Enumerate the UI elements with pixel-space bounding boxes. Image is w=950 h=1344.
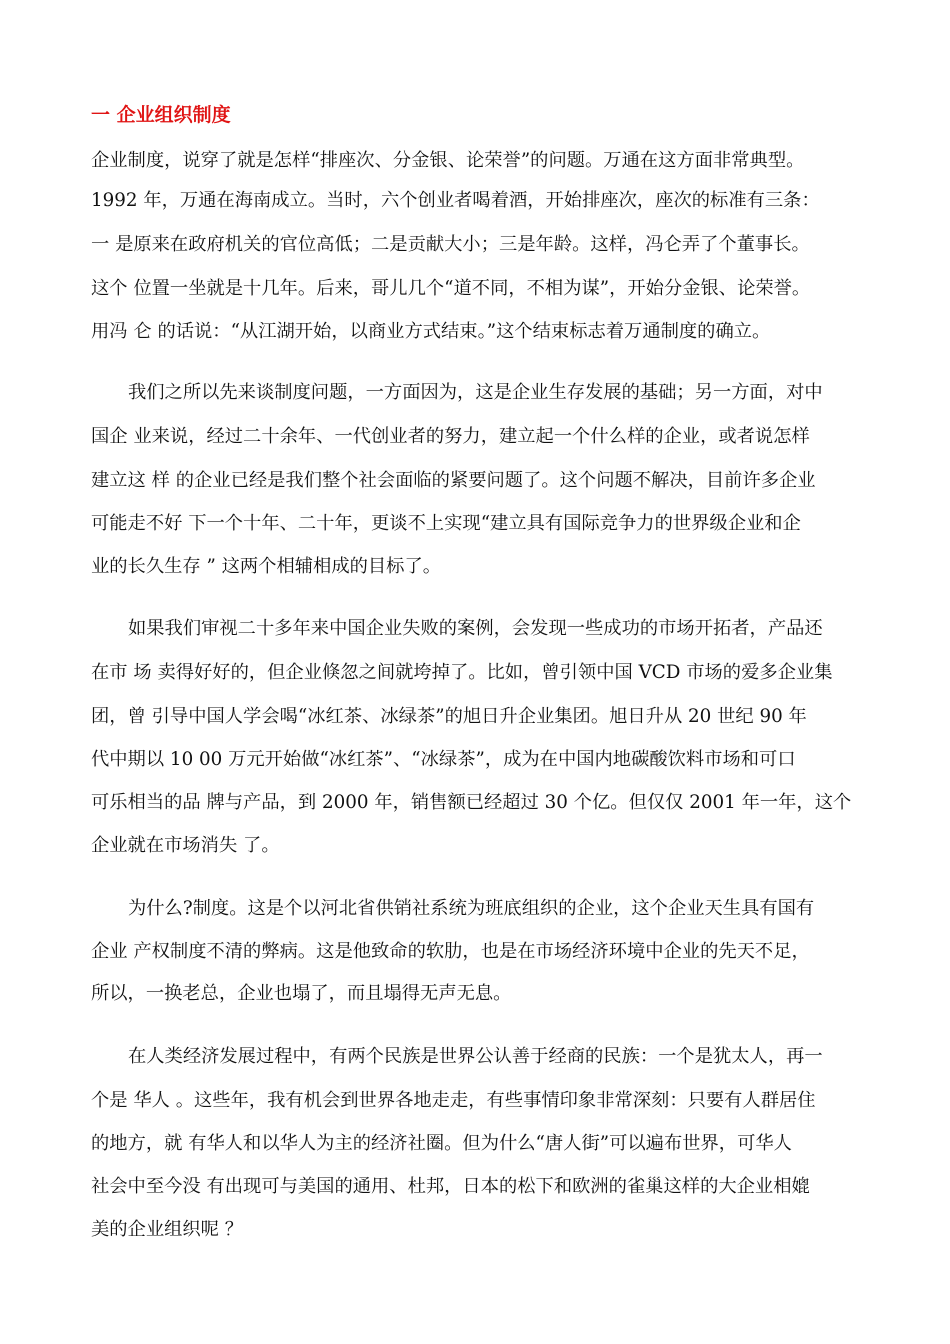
paragraph-2-line-4: 可能走不好 下一个十年、二十年，更谈不上实现“建立具有国际竞争力的世界级企业和企: [91, 513, 801, 534]
paragraph-1-line-1: 企业制度，说穿了就是怎样“排座次、分金银、论荣誉”的问题。万通在这方面非常典型。: [91, 150, 805, 171]
paragraph-5-line-4: 社会中至今没 有出现可与美国的通用、杜邦，日本的松下和欧洲的雀巢这样的大企业相媲: [91, 1176, 810, 1197]
paragraph-3-line-1: 如果我们审视二十多年来中国企业失败的案例，会发现一些成功的市场开拓者，产品还: [128, 618, 823, 639]
paragraph-2-line-1: 我们之所以先来谈制度问题，一方面因为，这是企业生存发展的基础；另一方面，对中: [128, 382, 823, 403]
paragraph-5-line-1: 在人类经济发展过程中，有两个民族是世界公认善于经商的民族：一个是犹太人，再一: [128, 1046, 823, 1067]
paragraph-4-line-2: 企业 产权制度不清的弊病。这是他致命的软肋，也是在市场经济环境中企业的先天不足，: [91, 941, 810, 962]
paragraph-1-line-2: 1992 年，万通在海南成立。当时，六个创业者喝着酒，开始排座次，座次的标准有三条：: [91, 190, 820, 211]
paragraph-1-line-5: 用冯 仑 的话说：“从江湖开始，以商业方式结束。”这个结束标志着万通制度的确立。: [91, 321, 771, 342]
paragraph-3-line-2: 在市 场 卖得好好的，但企业倏忽之间就垮掉了。比如，曾引领中国 VCD 市场的爱多企业集: [91, 662, 833, 683]
paragraph-4-line-1: 为什么?制度。这是个以河北省供销社系统为班底组织的企业，这个企业天生具有国有: [128, 898, 815, 919]
paragraph-2-line-2: 国企 业来说，经过二十余年、一代创业者的努力，建立起一个什么样的企业，或者说怎样: [91, 426, 810, 447]
paragraph-5-line-5: 美的企业组织呢 ？: [91, 1219, 244, 1240]
paragraph-1-line-3: 一 是原来在政府机关的官位高低；二是贡献大小；三是年龄。这样，冯仑弄了个董事长。: [91, 234, 810, 255]
paragraph-3-line-5: 可乐相当的品 牌与产品，到 2000 年，销售额已经超过 30 个亿。但仅仅 2001 年一年，这个: [91, 792, 852, 813]
paragraph-2-line-3: 建立这 样 的企业已经是我们整个社会面临的紧要问题了。这个问题不解决，目前许多企业: [91, 470, 816, 491]
paragraph-2-line-5: 业的长久生存 ” 这两个相辅相成的目标了。: [91, 556, 442, 577]
paragraph-5-line-2: 个是 华人 。这些年，我有机会到世界各地走走，有些事情印象非常深刻：只要有人群居住: [91, 1090, 816, 1111]
paragraph-1-line-4: 这个 位置一坐就是十几年。后来，哥儿几个“道不同，不相为谋”，开始分金银、论荣誉。: [91, 278, 811, 299]
paragraph-3-line-3: 团，曾 引导中国人学会喝“冰红茶、冰绿茶”的旭日升企业集团。旭日升从 20 世纪 90 年: [91, 706, 807, 727]
paragraph-4-line-3: 所以，一换老总，企业也塌了，而且塌得无声无息。: [91, 983, 512, 1004]
paragraph-5-line-3: 的地方，就 有华人和以华人为主的经济社圈。但为什么“唐人街”可以遍布世界，可华人: [91, 1133, 792, 1154]
paragraph-3-line-6: 企业就在市场消失 了。: [91, 835, 280, 856]
paragraph-3-line-4: 代中期以 10 00 万元开始做“冰红茶”、“冰绿茶”，成为在中国内地碳酸饮料市场和可口: [91, 749, 796, 770]
section-heading: 一 企业组织制度: [91, 104, 231, 126]
